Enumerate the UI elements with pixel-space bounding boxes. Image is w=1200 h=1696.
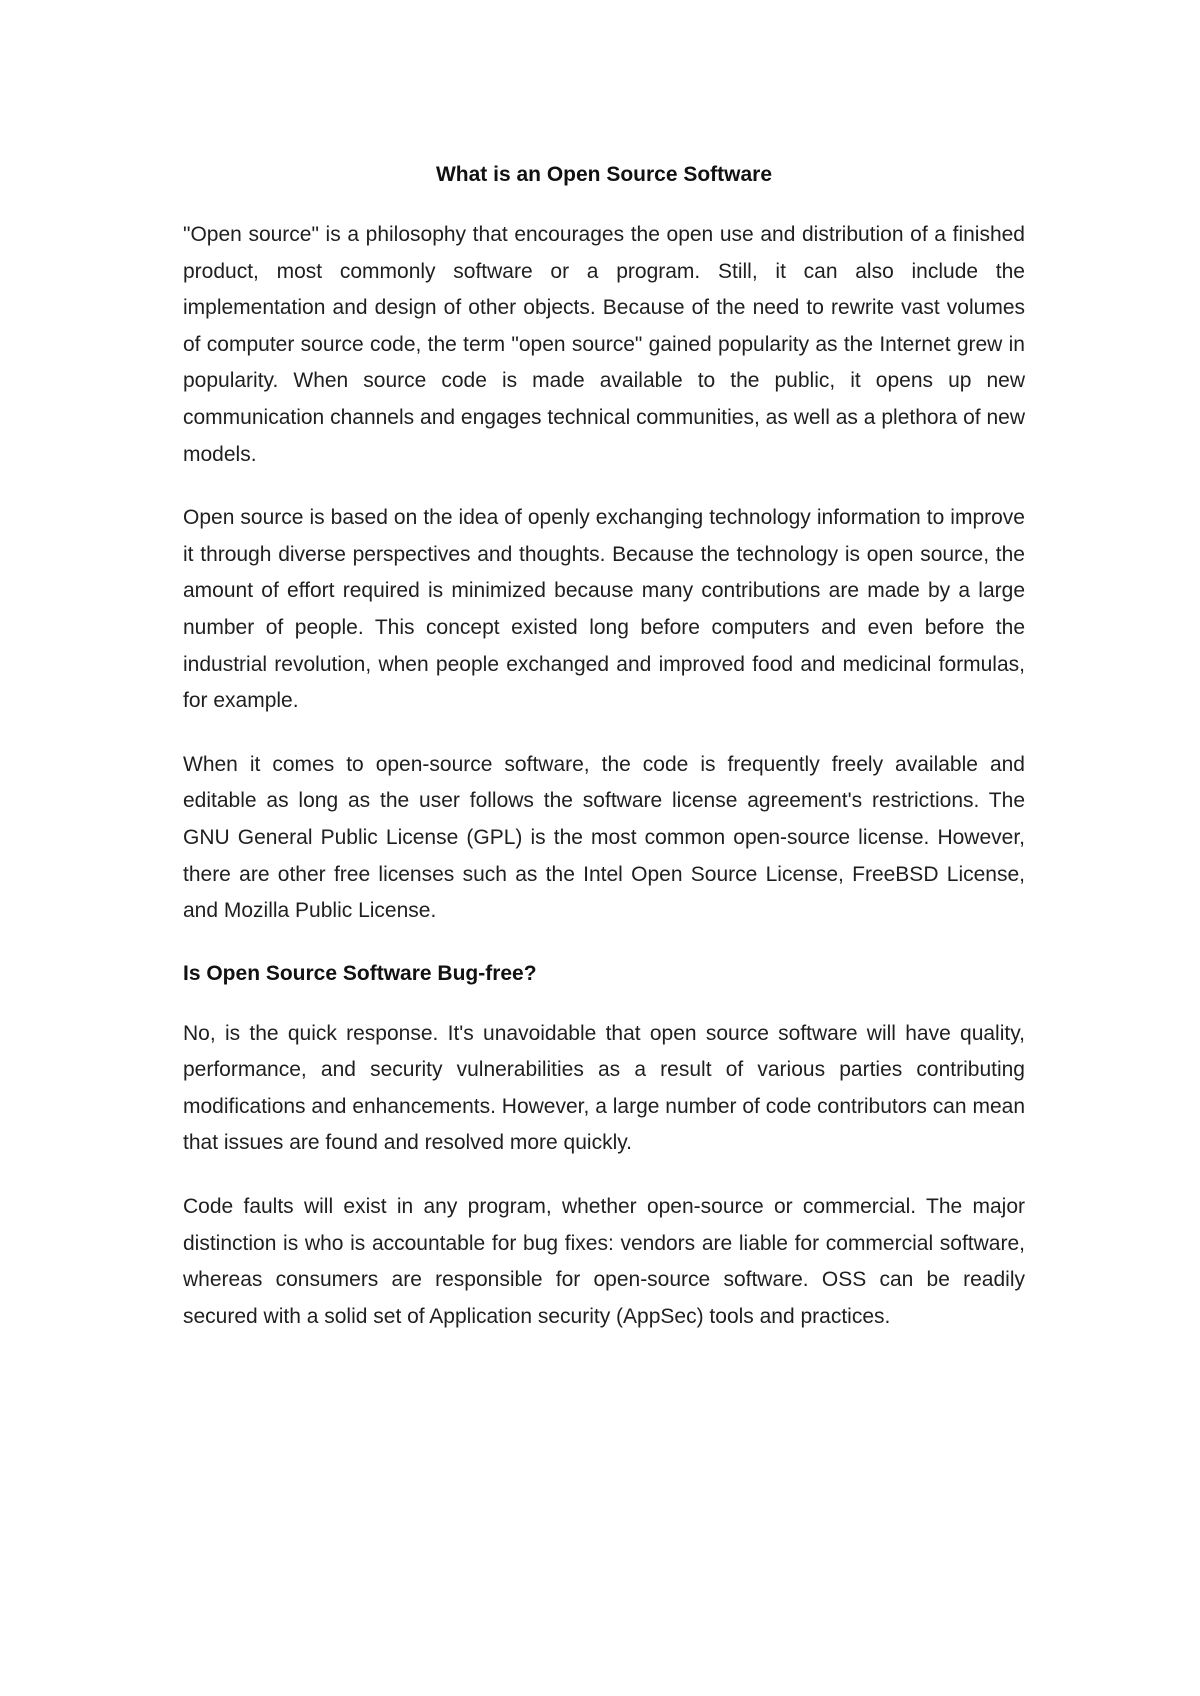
- paragraph-quick-response: No, is the quick response. It's unavoidable that open source software will have quality, performance, and security vulnerabilities as a result of various parties contributing modifications and enhancements. However, a large number of code contributors can mean that issues are found and resolved more quickly.: [183, 1021, 1025, 1155]
- paragraph-idea: Open source is based on the idea of openly exchanging technology information to improve it through diverse perspectives and thoughts. Because the technology is open source, the amount of effort required is minimized because many contributions are made by a large number of people. This concept existed long before computers and even before the industrial revolution, when people exchanged and improved food and medicinal formulas, for example.: [183, 506, 1025, 713]
- document-body: [183, 158, 1025, 1362]
- paragraph-licenses: When it comes to open-source software, the code is frequently freely available and editable as long as the user follows the software license agreement's restrictions. The GNU General Public License (GPL) is the most common open-source license. However, there are other free licenses such as the Intel Open Source License, FreeBSD License, and Mozilla Public License.: [183, 752, 1025, 923]
- page-title: What is an Open Source Software: [435, 163, 773, 186]
- section-heading-bug-free: Is Open Source Software Bug-free?: [183, 961, 537, 985]
- paragraph-code-faults: Code faults will exist in any program, whether open-source or commercial. The major distinction is who is accountable for bug fixes: vendors are liable for commercial software, whereas consumers are responsible for open-source software. OSS can be readily secured with a solid set of Application security (AppSec) tools and practices.: [183, 1195, 1025, 1328]
- paragraph-intro: "Open source" is a philosophy that encourages the open use and distribution of a finished product, most commonly software or a program. Still, it can also include the implementation and design of other objects. Because of the need to rewrite vast volumes of computer source code, the term "open source" gained popularity as the Internet grew in popularity. When source code is made available to the public, it opens up new communication channels and engages technical communities, as well as a plethora of new models.: [183, 223, 1025, 466]
